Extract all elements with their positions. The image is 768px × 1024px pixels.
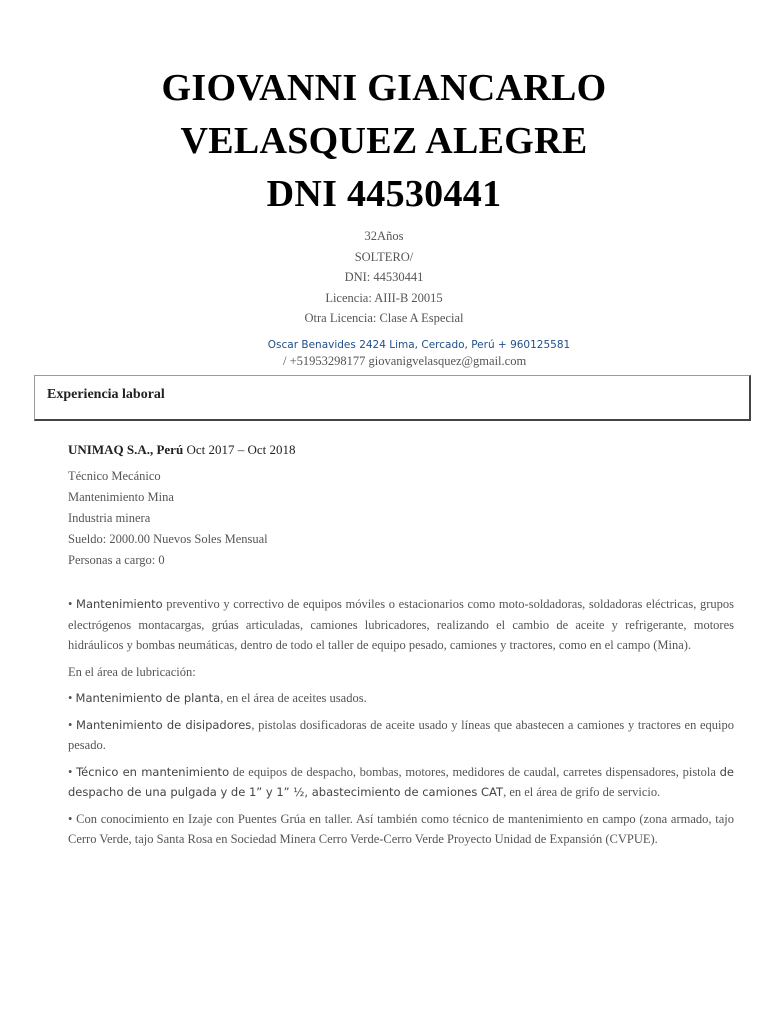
license-text: Licencia: AIII-B 20015 xyxy=(325,290,443,305)
responsibility-item xyxy=(68,594,734,656)
responsibility-item xyxy=(68,715,734,756)
bullet-marker: • xyxy=(68,597,77,611)
responsibility-item xyxy=(68,688,734,709)
other-license-text: Otra Licencia: Clase A Especial xyxy=(304,311,464,325)
job-period: Oct 2017 – Oct 2018 xyxy=(183,442,296,457)
name-line-first: GIOVANNI GIANCARLO xyxy=(161,67,607,109)
civil-status-text: SOLTERO/ xyxy=(354,249,414,264)
highlight-text: Técnico en mantenimiento xyxy=(76,764,230,779)
address-text: Oscar Benavides 2424 Lima, Cercado, Perú + 960125581 xyxy=(267,339,571,351)
phone-email-text: / +51953298177 giovanigvelasquez@gmail.com xyxy=(283,354,527,368)
item-text: , pistolas dosificadoras de aceite usado y líneas que abastecen a camiones y tractores en equipo pesado. xyxy=(68,717,734,752)
dni-text: DNI: 44530441 xyxy=(344,270,424,284)
job-area: Mantenimiento Mina xyxy=(68,490,174,504)
item-text: , en el área de grifo de servicio. xyxy=(503,785,661,799)
highlight-text: Mantenimiento xyxy=(76,597,163,611)
job-details xyxy=(68,466,268,571)
bullet-marker: • xyxy=(68,764,77,779)
name-line-dni: DNI 44530441 xyxy=(266,173,502,215)
job-title: Técnico Mecánico xyxy=(68,469,161,483)
job-salary: Sueldo: 2000.00 Nuevos Soles Mensual xyxy=(68,532,268,546)
job-reports: Personas a cargo: 0 xyxy=(68,553,165,567)
bullet-marker: • xyxy=(68,717,77,732)
responsibility-item xyxy=(68,762,734,803)
lubrication-intro: En el área de lubricación: xyxy=(68,664,196,679)
job-header xyxy=(68,442,295,458)
highlight-text: Mantenimiento de planta xyxy=(75,691,221,705)
highlight-text: Mantenimiento de disipadores xyxy=(76,717,252,732)
job-industry: Industria minera xyxy=(68,511,151,525)
responsibility-item: • Con conocimiento en Izaje con Puentes Grúa en taller. Así también como técnico de mantenimiento en campo (zona armado, tajo Cerro Verde, tajo Santa Rosa en Sociedad Minera Cerro Verde-Cerro Verde Proyecto Unidad de Expansión (CVPUE). xyxy=(68,811,734,846)
personal-info xyxy=(0,226,768,329)
age-text: 32Años xyxy=(364,229,404,243)
section-title: Experiencia laboral xyxy=(47,387,165,402)
item-text: preventivo y correctivo de equipos móviles o estacionarios como moto-soldadoras, soldadoras eléctricas, grupos electrógenos montacargas, grúas articuladas, camiones lubricadores, realizando el cambio de aceite y refrigerante, motores hidráulicos y bombas neumáticas, dentro de todo el taller de equipo pesado, camiones y tractores, como en el campo (Mina). xyxy=(68,597,734,652)
company-name: UNIMAQ S.A., Perú xyxy=(68,442,184,457)
section-header-box xyxy=(34,375,751,421)
bullet-marker: • xyxy=(68,691,76,705)
name-header xyxy=(0,62,768,221)
responsibilities-list xyxy=(68,594,734,856)
name-line-last: VELASQUEZ ALEGRE xyxy=(180,120,588,162)
item-text: de equipos de despacho, bombas, motores, medidores de caudal, carretes dispensadores, pistola xyxy=(229,764,720,779)
item-text: , en el área de aceites usados. xyxy=(220,691,367,705)
highlight-text: de despacho de una pulgada y de 1” y 1” ½, abastecimiento de camiones CAT xyxy=(68,764,734,799)
